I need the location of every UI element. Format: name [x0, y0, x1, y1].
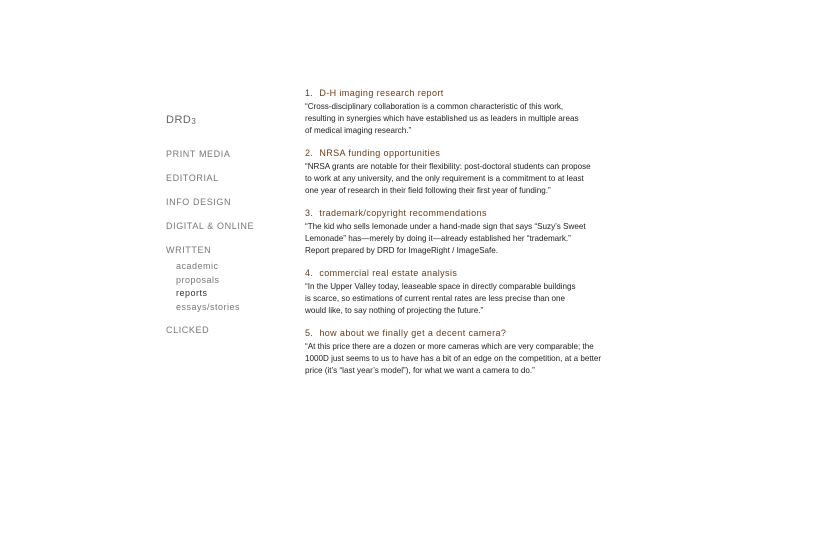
report-entry — [305, 208, 665, 257]
nav-clicked[interactable]: CLICKED — [166, 325, 210, 335]
nav-written[interactable]: WRITTEN — [166, 245, 212, 255]
nav-essays-stories[interactable]: essays/stories — [176, 301, 241, 312]
report-number: 5. — [305, 328, 314, 338]
report-number: 1. — [305, 88, 314, 98]
report-title[interactable] — [305, 88, 665, 98]
report-entry — [305, 88, 665, 137]
report-quote: “Cross-disciplinary collaboration is a common characteristic of this work, resulting in synergies which have established us as leaders in multiple areas of medical imaging research.” — [305, 102, 579, 135]
report-entry — [305, 148, 665, 197]
report-title[interactable] — [305, 208, 665, 218]
report-quote: “At this price there are a dozen or more cameras which are very comparable; the 1000D just seems to us to have has a bit of an edge on the competition, at a better price (it’s “last year’s model”), for what we want a camera to do.” — [305, 342, 602, 375]
nav-academic[interactable]: academic — [176, 261, 219, 271]
report-number: 2. — [305, 148, 314, 158]
report-quote: “In the Upper Valley today, leaseable space in directly comparable buildings is scarce, so estimations of current rental rates are less precise than one would like, to say nothing of projecting the future.” — [305, 282, 576, 315]
report-title[interactable] — [305, 148, 665, 158]
report-number: 3. — [305, 208, 314, 218]
nav-print-media[interactable]: PRINT MEDIA — [166, 149, 231, 159]
logo-text: DRD — [166, 114, 192, 126]
report-title-text: NRSA funding opportunities — [319, 148, 441, 158]
reports-list — [305, 88, 665, 388]
written-submenu — [176, 260, 254, 314]
report-quote: “NRSA grants are notable for their flexibility: post-doctoral students can propose to work at any university, and the only requirement is a commitment to at least one year of research in their field following their first year of funding.” — [305, 162, 591, 195]
report-title[interactable] — [305, 328, 665, 338]
report-entry — [305, 328, 665, 377]
main-nav — [166, 148, 254, 348]
nav-reports[interactable]: reports — [176, 288, 208, 298]
report-entry — [305, 268, 665, 317]
nav-info-design[interactable]: INFO DESIGN — [166, 197, 232, 207]
nav-digital-online[interactable]: DIGITAL & ONLINE — [166, 221, 255, 231]
report-title[interactable] — [305, 268, 665, 278]
nav-editorial[interactable]: EDITORIAL — [166, 173, 219, 183]
report-title-text: how about we finally get a decent camera? — [319, 328, 507, 338]
report-title-text: D-H imaging research report — [319, 88, 444, 98]
report-title-text: commercial real estate analysis — [319, 268, 458, 278]
report-quote: “The kid who sells lemonade under a hand-made sign that says “Suzy’s Sweet Lemonade” has—merely by doing it—already established her “trademark.” Report prepared by DRD for ImageRight / ImageSafe. — [305, 222, 586, 255]
nav-proposals[interactable]: proposals — [176, 274, 220, 285]
site-logo[interactable] — [166, 114, 196, 126]
report-number: 4. — [305, 268, 314, 278]
logo-subscript: 3 — [191, 117, 197, 126]
report-title-text: trademark/copyright recommendations — [319, 208, 487, 218]
